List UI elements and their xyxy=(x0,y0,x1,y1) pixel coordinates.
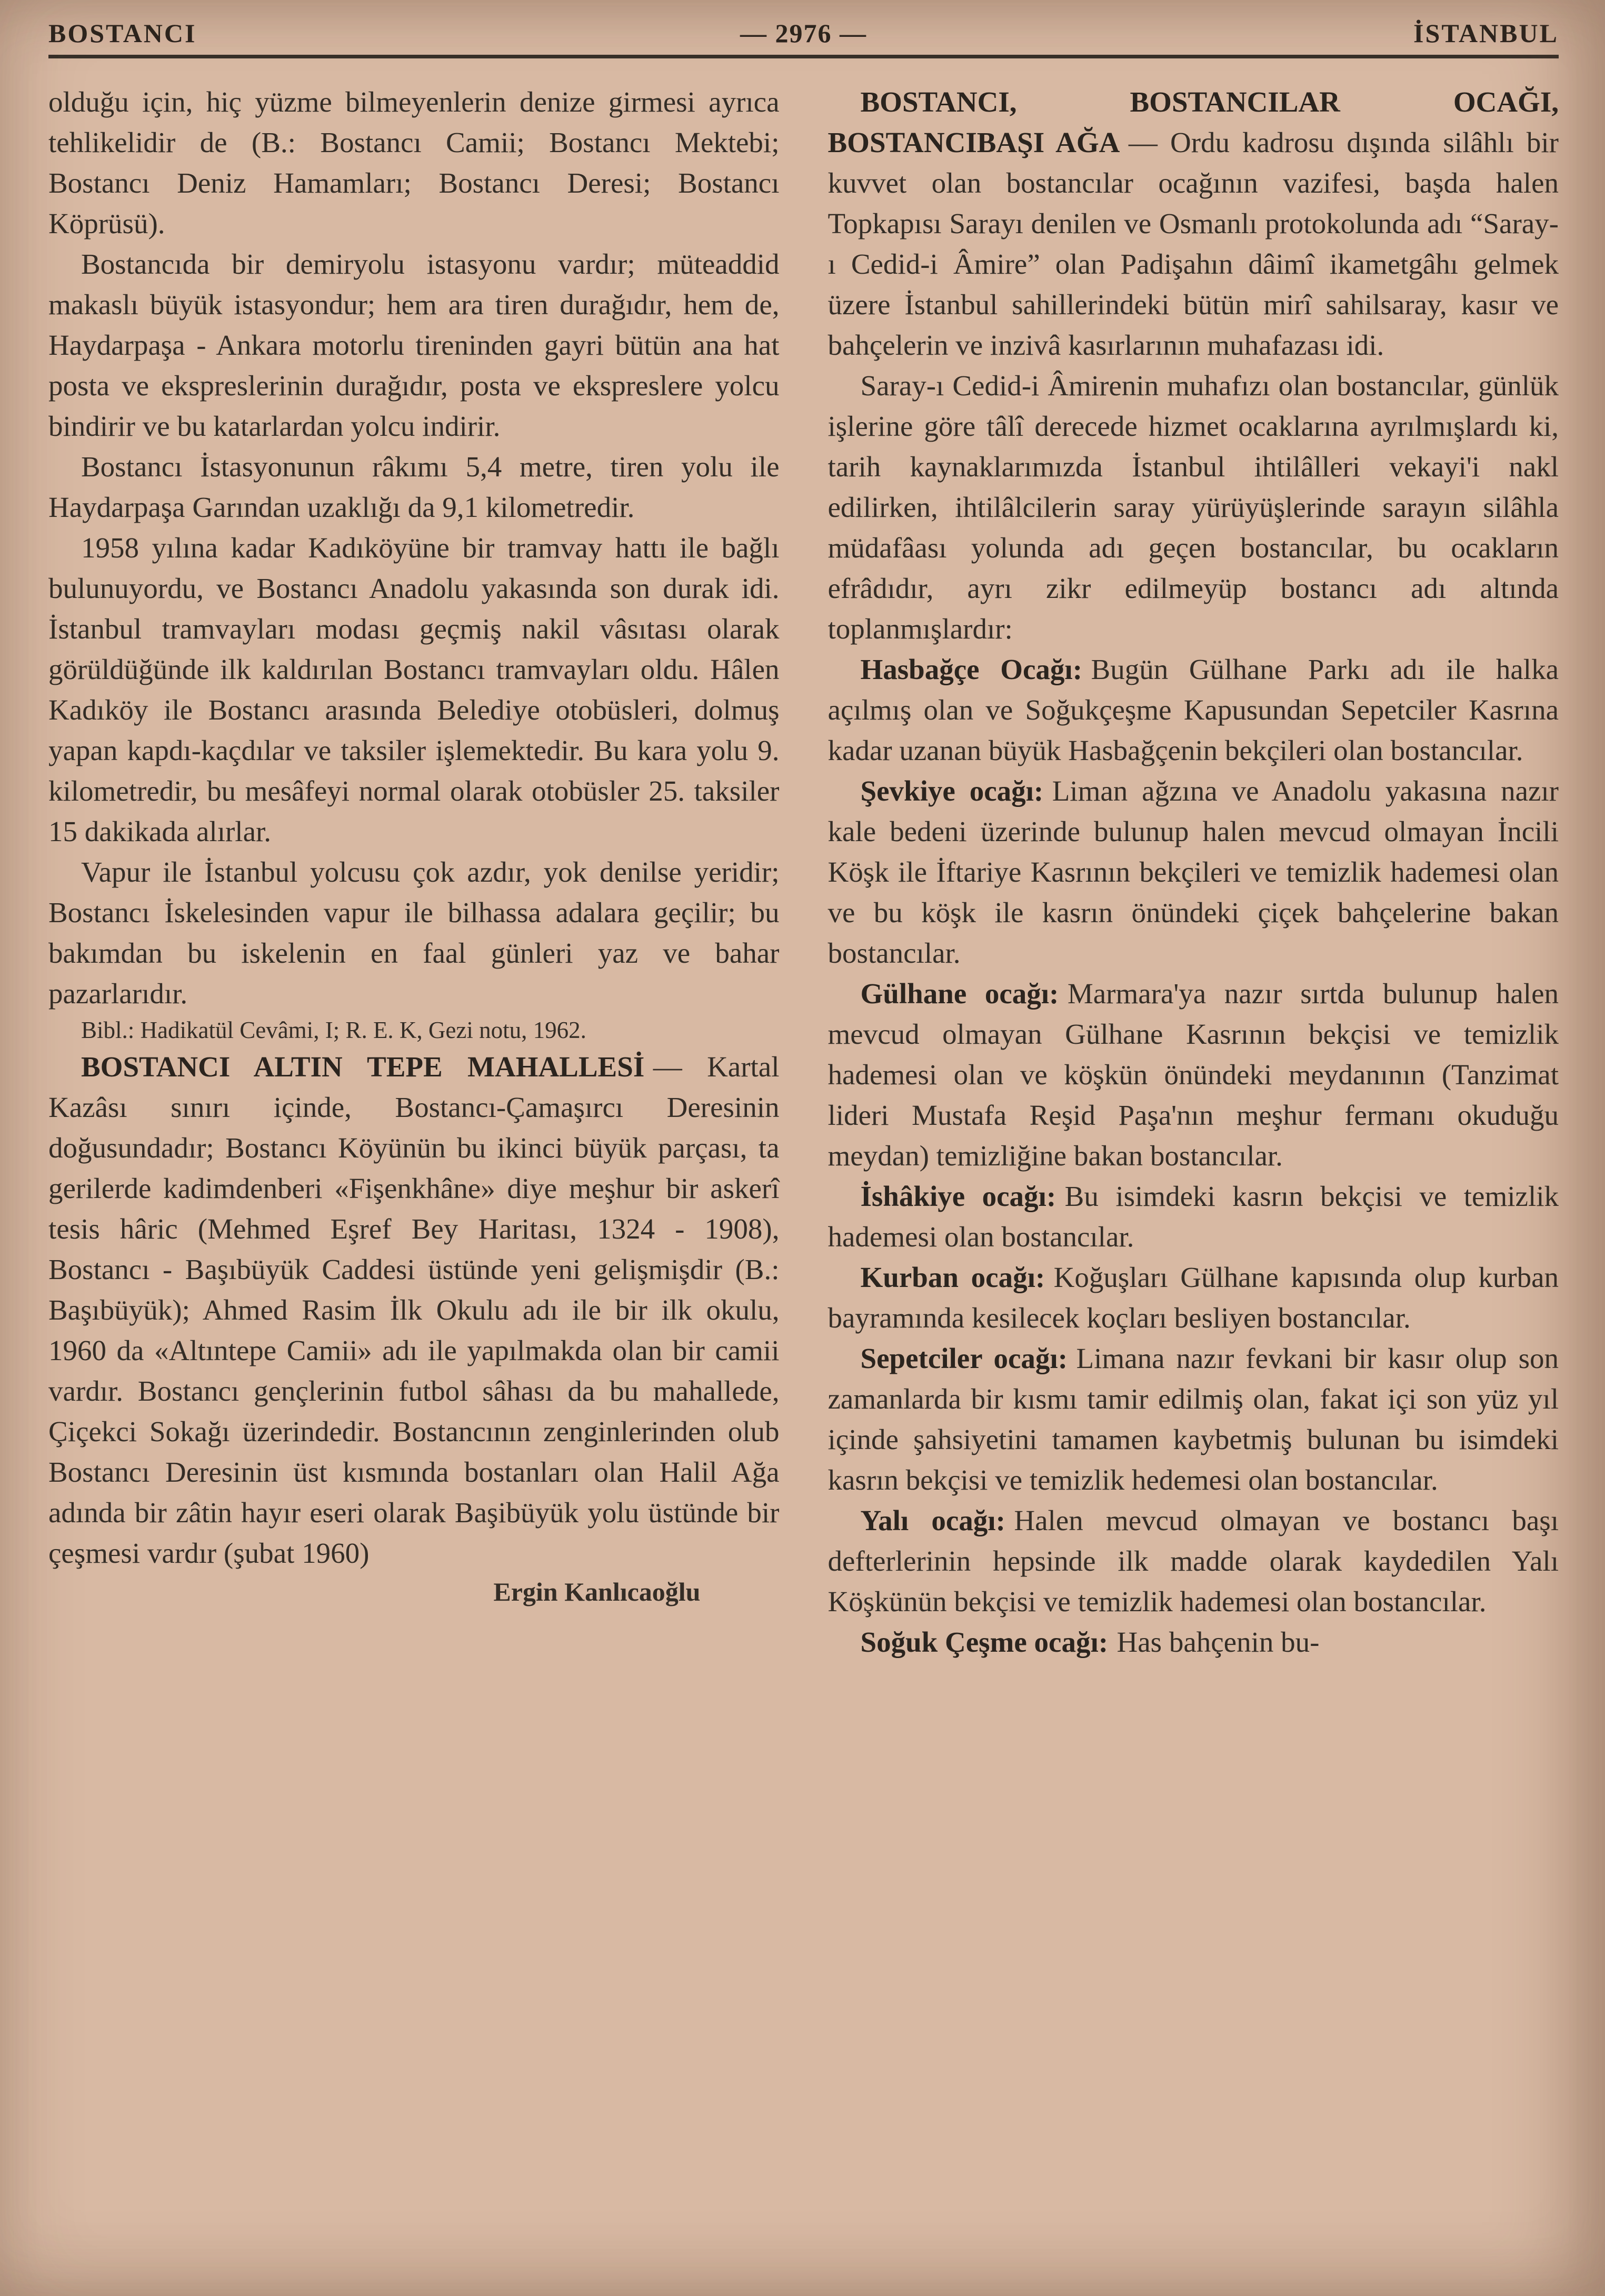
paragraph-text: Halen mevcud olmayan ve bostancı başı defterlerinin hepsinde ilk madde olarak kaydedilen Yalı Köşkünün bekçisi ve temizlik hademesi olan bostancılar. xyxy=(828,1504,1559,1618)
paragraph-text: olduğu için, hiç yüzme bilmeyenlerin denize girmesi ayrıca tehlikelidir de (B.: Bostancı Camii; Bostancı Mektebi; Bostancı Deniz Hamamları; Bostancı Deresi; Bostancı Köprüsü). xyxy=(48,86,780,239)
paragraph-text: 1958 yılına kadar Kadıköyüne bir tramvay hattı ile bağlı bulunuyordu, ve Bostancı Anadolu yakasında son durak idi. İstanbul tramvayları modası geçmiş nakil vâsıtası olarak görüldüğünde ilk kaldırılan Bostancı tramvayları oldu. Hâlen Kadıköy ile Bostancı arasında Belediye otobüsleri, dolmuş yapan kapdı-kaçdılar ve taksiler işlemektedir. Bu kara yolu 9. kilometredir, bu mesâfeyi normal olarak otobüsler 25. taksiler 15 dakikada alırlar. xyxy=(48,532,780,847)
entry-heading: BOSTANCI, BOSTANCILAR OCAĞI, BOSTANCIBAŞI AĞA xyxy=(828,86,1559,158)
paragraph xyxy=(828,771,1559,973)
paragraph-text: Bu isimdeki kasrın bekçisi ve temizlik hademesi olan bostancılar. xyxy=(828,1180,1559,1253)
entry-paragraph xyxy=(48,1046,780,1573)
subentry-heading: Yalı ocağı: xyxy=(860,1504,1005,1536)
subentry-heading: İshâkiye ocağı: xyxy=(860,1180,1056,1212)
header-entry-title: BOSTANCI xyxy=(48,18,197,48)
paragraph xyxy=(48,446,780,527)
paragraph-text: Bugün Gülhane Parkı adı ile halka açılmış olan ve Soğukçeşme Kapusundan Sepetciler Kasrına kadar uzanan büyük Hasbağçenin bekçileri olan bostancılar. xyxy=(828,653,1559,766)
header-volume-title: İSTANBUL xyxy=(1413,18,1559,48)
paragraph-text: — Ordu kadrosu dışında silâhlı bir kuvvet olan bostancılar ocağının vazifesi, başda halen Topkapısı Sarayı denilen ve Osmanlı protokolunda adı “Saray-ı Cedid-i Âmire” olan Padişahın dâimî ikametgâhı gelmek üzere İstanbul sahillerindeki bütün mirî sahilsaray, kasır ve bahçelerin ve inzivâ kasırlarının muhafazası idi. xyxy=(828,126,1559,361)
header-rule xyxy=(48,55,1559,58)
bibliography xyxy=(48,1014,780,1046)
paragraph xyxy=(828,1500,1559,1622)
author-signature: Ergin Kanlıcaoğlu xyxy=(493,1577,701,1607)
entry-heading: BOSTANCI ALTIN TEPE MAHALLESİ xyxy=(81,1051,645,1083)
subentry-heading: Şevkiye ocağı: xyxy=(860,775,1044,807)
subentry-heading: Soğuk Çeşme ocağı: xyxy=(860,1626,1109,1658)
content-columns xyxy=(48,82,1559,1662)
paragraph-text: — Kartal Kazâsı sınırı içinde, Bostancı-Çamaşırcı Deresinin doğusundadır; Bostancı Köyünün bu ikinci büyük parçası, ta gerilerde kadimdenberi «Fişenkhâne» diye meşhur bir askerî tesis hâric (Mehmed Eşref Bey Haritası, 1324 - 1908), Bostancı - Başıbüyük Caddesi üstünde yeni gelişmişdir (B.: Başıbüyük); Ahmed Rasim İlk Okulu adı ile bir ilk okulu, 1960 da «Altıntepe Camii» adı ile yapılmakda olan bir camii vardır. Bostancı gençlerinin futbol sâhası da bu mahallede, Çiçekci Sokağı üzerindedir. Bostancının zenginlerinden olub Bostancı Deresinin üst kısmında bostanları olan Halil Ağa adında bir zâtin hayır eseri olarak Başibüyük yolu üstünde bir çeşmesi vardır (şubat 1960) xyxy=(48,1051,780,1570)
paragraph xyxy=(48,82,780,244)
paragraph-text: Marmara'ya nazır sırtda bulunup halen mevcud olmayan Gülhane Kasrının bekçisi ve temizlik hademesi olan ve köşkün önündeki meydanının (Tanzimat lideri Mustafa Reşid Paşa'nın meşhur fermanı okuduğu meydan) temizliğine bakan bostancılar. xyxy=(828,977,1559,1172)
paragraph-text: Bostancı İstasyonunun râkımı 5,4 metre, tiren yolu ile Haydarpaşa Garından uzaklığı da 9,1 kilometredir. xyxy=(48,451,780,523)
paragraph xyxy=(828,1622,1559,1662)
paragraph xyxy=(48,852,780,1014)
paragraph xyxy=(828,1257,1559,1338)
paragraph xyxy=(48,527,780,852)
entry-paragraph xyxy=(828,82,1559,365)
paragraph xyxy=(828,973,1559,1176)
left-column xyxy=(48,82,780,1662)
paragraph-text: Bibl.: Hadikatül Cevâmi, I; R. E. K, Gezi notu, 1962. xyxy=(81,1017,586,1043)
paragraph xyxy=(828,1338,1559,1500)
page-header xyxy=(48,18,1559,48)
paragraph xyxy=(828,365,1559,649)
paragraph-text: Saray-ı Cedid-i Âmirenin muhafızı olan bostancılar, günlük işlerine göre tâlî derecede hizmet ocaklarına ayrılmışlardı ki, tarih kaynaklarımızda İstanbul ihtilâlleri vekayi'i nakl edilirken, ihtilâlcilerin saray yürüyüşlerinde sarayın silâhla müdafâası yolunda adı geçen bostancılar, bu ocakların efrâdıdır, ayrı zikr edilmeyüp bostancı adı altında toplanmışlardır: xyxy=(828,370,1559,645)
paragraph-text: Koğuşları Gülhane kapısında olup kurban bayramında kesilecek koçları besliyen bostancılar. xyxy=(828,1261,1559,1334)
paragraph-text: Limana nazır fevkani bir kasır olup son zamanlarda bir kısmı tamir edilmiş olan, fakat içi son yüz yıl içinde şahsiyetini tamamen kaybetmiş bulunan bu isimdeki kasrın bekçisi ve temizlik hedemesi olan bostancılar. xyxy=(828,1342,1559,1496)
paragraph xyxy=(828,649,1559,771)
paragraph-text: Vapur ile İstanbul yolcusu çok azdır, yok denilse yeridir; Bostancı İskelesinden vapur ile bilhassa adalara geçilir; bu bakımdan bu iskelenin en faal günleri yaz ve bahar pazarlarıdır. xyxy=(48,856,780,1010)
paragraph-text: Liman ağzına ve Anadolu yakasına nazır kale bedeni üzerinde bulunup halen mevcud olmayan İncili Köşk ile İftariye Kasrının bekçileri ve temizlik hademesi olan ve bu köşk ile kasrın önündeki çiçek bahçelerine bakan bostancılar. xyxy=(828,775,1559,969)
paragraph-text: Has bahçenin bu- xyxy=(1116,1626,1320,1658)
paragraph xyxy=(48,244,780,446)
page-number: — 2976 — xyxy=(740,18,867,48)
paragraph xyxy=(828,1176,1559,1257)
paragraph-text: Bostancıda bir demiryolu istasyonu vardır; müteaddid makaslı büyük istasyondur; hem ara tiren durağıdır, hem de, Haydarpaşa - Ankara motorlu tireninden gayri bütün ana hat posta ve ekspreslerinin durağıdır, posta ve ekspreslere yolcu bindirir ve bu katarlardan yolcu indirir. xyxy=(48,248,780,442)
subentry-heading: Hasbağçe Ocağı: xyxy=(860,653,1083,685)
subentry-heading: Gülhane ocağı: xyxy=(860,977,1059,1010)
right-column xyxy=(828,82,1559,1662)
subentry-heading: Sepetciler ocağı: xyxy=(860,1342,1068,1374)
subentry-heading: Kurban ocağı: xyxy=(860,1261,1045,1293)
